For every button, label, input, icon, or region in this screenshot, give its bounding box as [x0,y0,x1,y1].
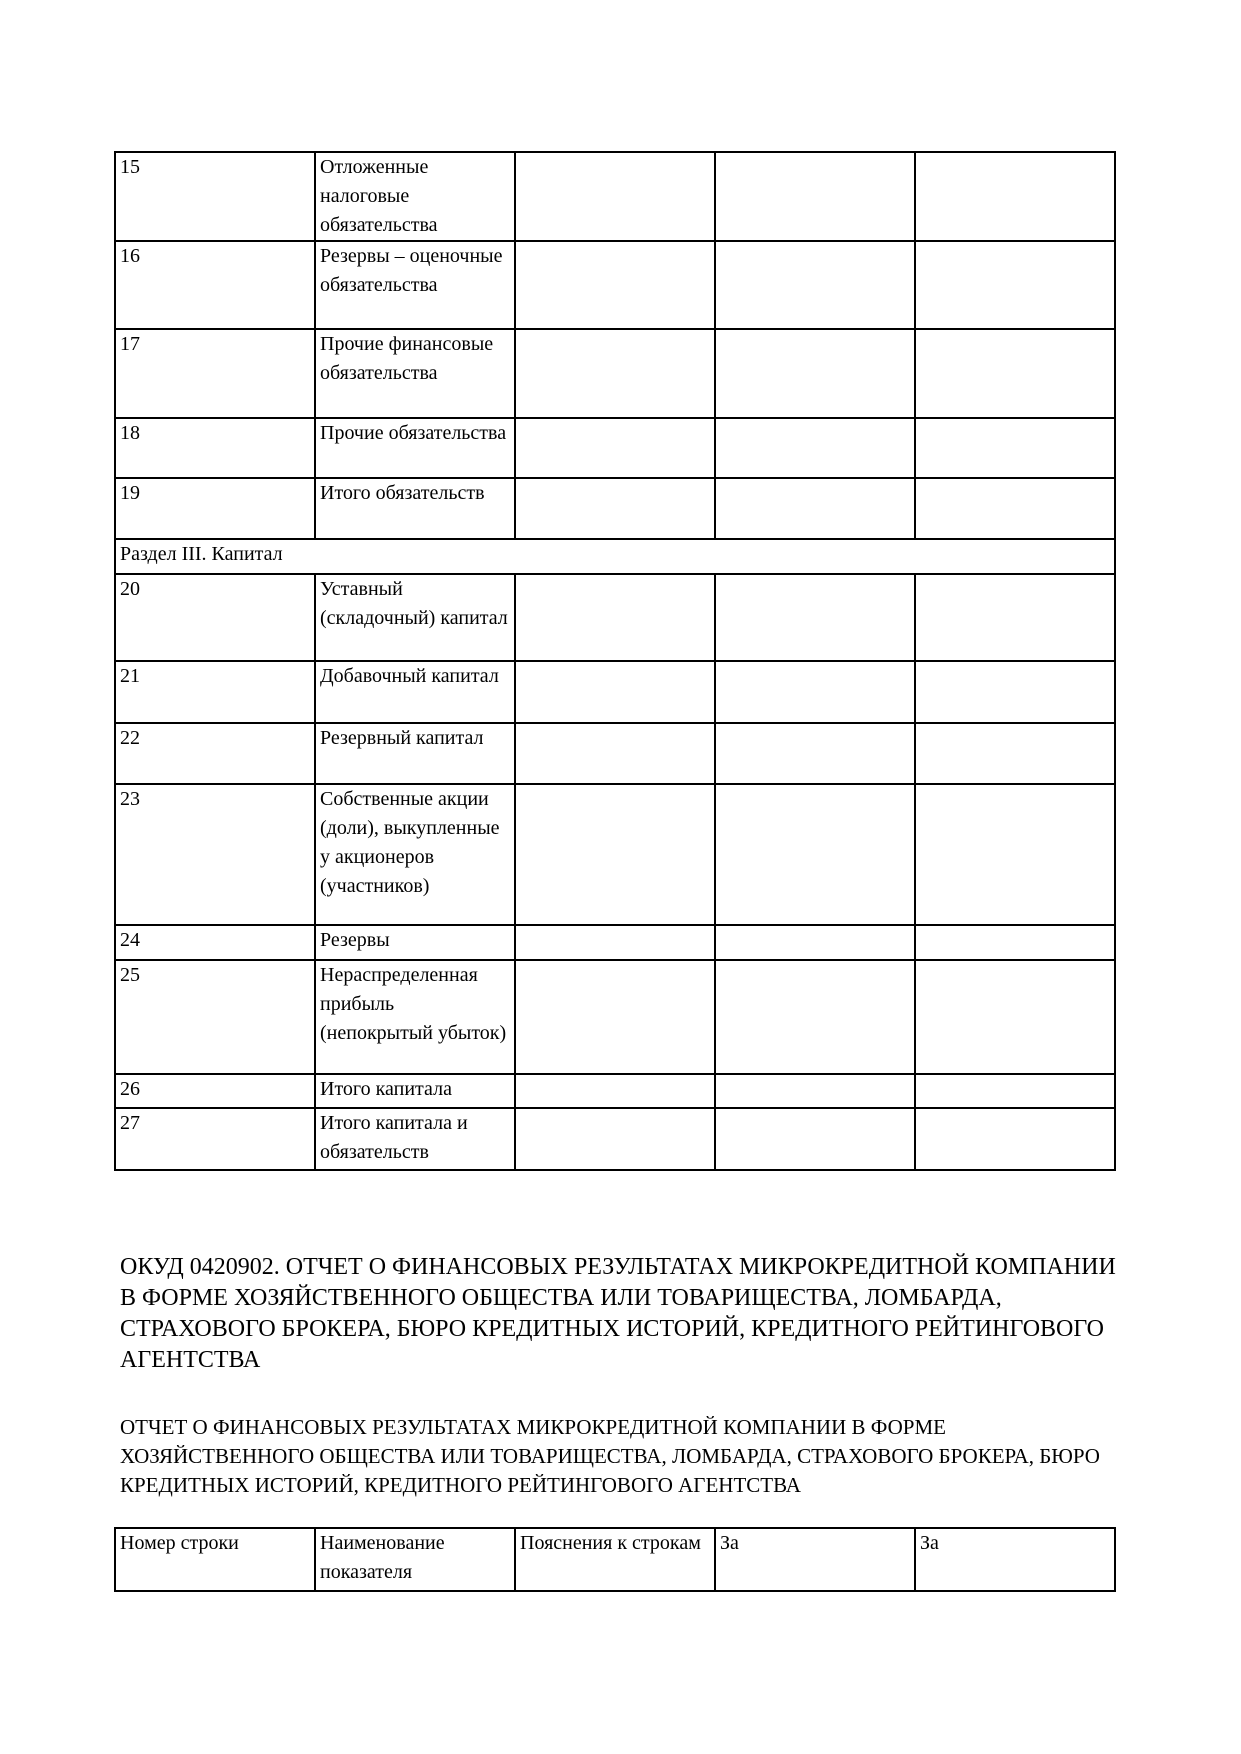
row-number: 27 [115,1108,315,1170]
report-subtitle: ОТЧЕТ О ФИНАНСОВЫХ РЕЗУЛЬТАТАХ МИКРОКРЕДИТНОЙ КОМПАНИИ В ФОРМЕ ХОЗЯЙСТВЕННОГО ОБЩЕСТВА ИЛИ ТОВАРИЩЕСТВА, ЛОМБАРДА, СТРАХОВОГО БРОКЕРА, БЮРО КРЕДИТНЫХ ИСТОРИЙ, КРЕДИТНОГО РЕЙТИНГОВОГО АГЕНТСТВА [120,1415,1100,1497]
table-row [115,723,1115,784]
empty-cell [915,574,1115,661]
row-number: 15 [115,152,315,241]
section-row [115,539,1115,574]
empty-cell [715,241,915,329]
row-name: Резервы – оценочные обязательства [315,241,515,329]
empty-cell [715,1074,915,1108]
empty-cell [515,329,715,418]
table-row [115,661,1115,723]
empty-cell [515,418,715,478]
table-row [115,960,1115,1074]
empty-cell [915,1108,1115,1170]
table-row [115,574,1115,661]
empty-cell [515,925,715,960]
row-name: Отложенные налоговые обязательства [315,152,515,241]
table-row [115,418,1115,478]
row-name: Итого обязательств [315,478,515,539]
column-header-period-previous: За [915,1528,1115,1591]
table-row [115,241,1115,329]
row-number: 18 [115,418,315,478]
table-row [115,152,1115,241]
empty-cell [915,960,1115,1074]
column-header-indicator-name: Наименование показателя [315,1528,515,1591]
empty-cell [715,925,915,960]
report-title: ОКУД 0420902. ОТЧЕТ О ФИНАНСОВЫХ РЕЗУЛЬТАТАХ МИКРОКРЕДИТНОЙ КОМПАНИИ В ФОРМЕ ХОЗЯЙСТВЕННОГО ОБЩЕСТВА ИЛИ ТОВАРИЩЕСТВА, ЛОМБАРДА, СТРАХОВОГО БРОКЕРА, БЮРО КРЕДИТНЫХ ИСТОРИЙ, КРЕДИТНОГО РЕЙТИНГОВОГО АГЕНТСТВА [120,1254,1116,1373]
row-name: Собственные акции (доли), выкупленные у акционеров (участников) [315,784,515,925]
column-header-row-number: Номер строки [115,1528,315,1591]
column-header-period-current: За [715,1528,915,1591]
empty-cell [515,723,715,784]
empty-cell [715,574,915,661]
empty-cell [515,960,715,1074]
empty-cell [915,478,1115,539]
row-number: 21 [115,661,315,723]
empty-cell [515,574,715,661]
row-number: 17 [115,329,315,418]
row-number: 19 [115,478,315,539]
table-header-row [115,1528,1115,1591]
empty-cell [915,784,1115,925]
empty-cell [715,478,915,539]
empty-cell [915,418,1115,478]
empty-cell [715,723,915,784]
empty-cell [915,329,1115,418]
row-number: 20 [115,574,315,661]
empty-cell [715,960,915,1074]
empty-cell [915,925,1115,960]
row-name: Прочие финансовые обязательства [315,329,515,418]
table-row [115,329,1115,418]
table-row [115,925,1115,960]
table-row [115,1074,1115,1108]
row-number: 16 [115,241,315,329]
table-row [115,478,1115,539]
empty-cell [515,478,715,539]
table-row [115,1108,1115,1170]
empty-cell [515,1074,715,1108]
empty-cell [515,661,715,723]
row-name: Резервы [315,925,515,960]
row-name: Добавочный капитал [315,661,515,723]
row-name: Итого капитала и обязательств [315,1108,515,1170]
row-name: Уставный (складочный) капитал [315,574,515,661]
empty-cell [515,152,715,241]
balance-sheet-continuation-table [114,151,1116,1171]
empty-cell [915,241,1115,329]
empty-cell [715,152,915,241]
empty-cell [915,152,1115,241]
row-number: 25 [115,960,315,1074]
empty-cell [915,661,1115,723]
empty-cell [715,1108,915,1170]
empty-cell [715,784,915,925]
column-header-explanations: Пояснения к строкам [515,1528,715,1591]
empty-cell [715,329,915,418]
table-row [115,784,1115,925]
financial-results-table [114,1527,1116,1592]
empty-cell [515,1108,715,1170]
row-name: Итого капитала [315,1074,515,1108]
row-name: Прочие обязательства [315,418,515,478]
row-number: 23 [115,784,315,925]
row-name: Нераспределенная прибыль (непокрытый убыток) [315,960,515,1074]
empty-cell [915,1074,1115,1108]
row-number: 26 [115,1074,315,1108]
section-title: Раздел III. Капитал [115,539,1115,574]
row-name: Резервный капитал [315,723,515,784]
empty-cell [715,418,915,478]
empty-cell [515,241,715,329]
empty-cell [715,661,915,723]
row-number: 22 [115,723,315,784]
row-number: 24 [115,925,315,960]
empty-cell [915,723,1115,784]
empty-cell [515,784,715,925]
